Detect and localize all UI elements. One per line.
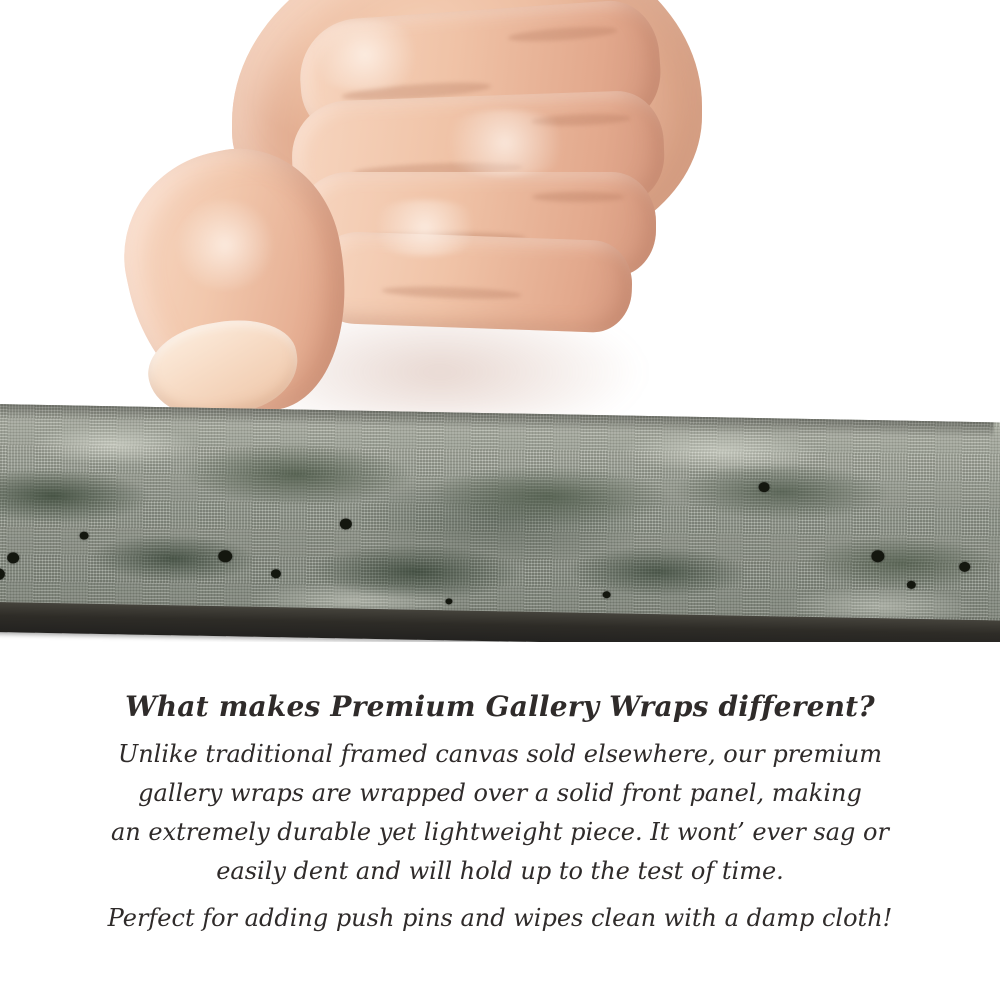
paint-speck xyxy=(445,598,452,604)
copy-line: gallery wraps are wrapped over a solid front panel, making xyxy=(138,779,862,807)
copy-closing-line: Perfect for adding push pins and wipes clean with a damp cloth! xyxy=(107,904,893,932)
hand-illustration xyxy=(0,0,1000,430)
paint-speck xyxy=(271,569,281,578)
finger-crease xyxy=(507,24,618,44)
paint-speck xyxy=(218,550,232,562)
marketing-copy xyxy=(0,690,1000,938)
paint-speck xyxy=(0,568,5,580)
copy-headline: What makes Premium Gallery Wraps different? xyxy=(125,690,875,723)
paint-speck xyxy=(603,591,611,598)
paint-speck xyxy=(759,482,770,492)
copy-line: an extremely durable yet lightweight piece. It wont’ ever sag or xyxy=(111,818,889,846)
paint-speck xyxy=(80,532,89,540)
knuckle-highlight xyxy=(300,20,430,90)
thumb-highlight xyxy=(170,200,280,290)
paint-speck xyxy=(907,581,916,589)
paint-speck xyxy=(959,562,970,572)
paint-speck xyxy=(871,550,884,562)
paint-speck xyxy=(7,552,19,563)
finger-crease xyxy=(381,285,521,301)
knuckle-highlight xyxy=(430,110,580,176)
finger-crease xyxy=(532,192,624,202)
canvas-artwork-surface xyxy=(0,404,1000,639)
copy-line: Unlike traditional framed canvas sold elsewhere, our premium xyxy=(117,740,882,768)
canvas-edge-strip xyxy=(0,404,1000,642)
canvas-top-shading xyxy=(0,404,994,438)
paint-speck xyxy=(340,518,352,529)
knuckle-highlight xyxy=(360,200,490,256)
copy-line: easily dent and will hold up to the test of time. xyxy=(216,857,784,885)
